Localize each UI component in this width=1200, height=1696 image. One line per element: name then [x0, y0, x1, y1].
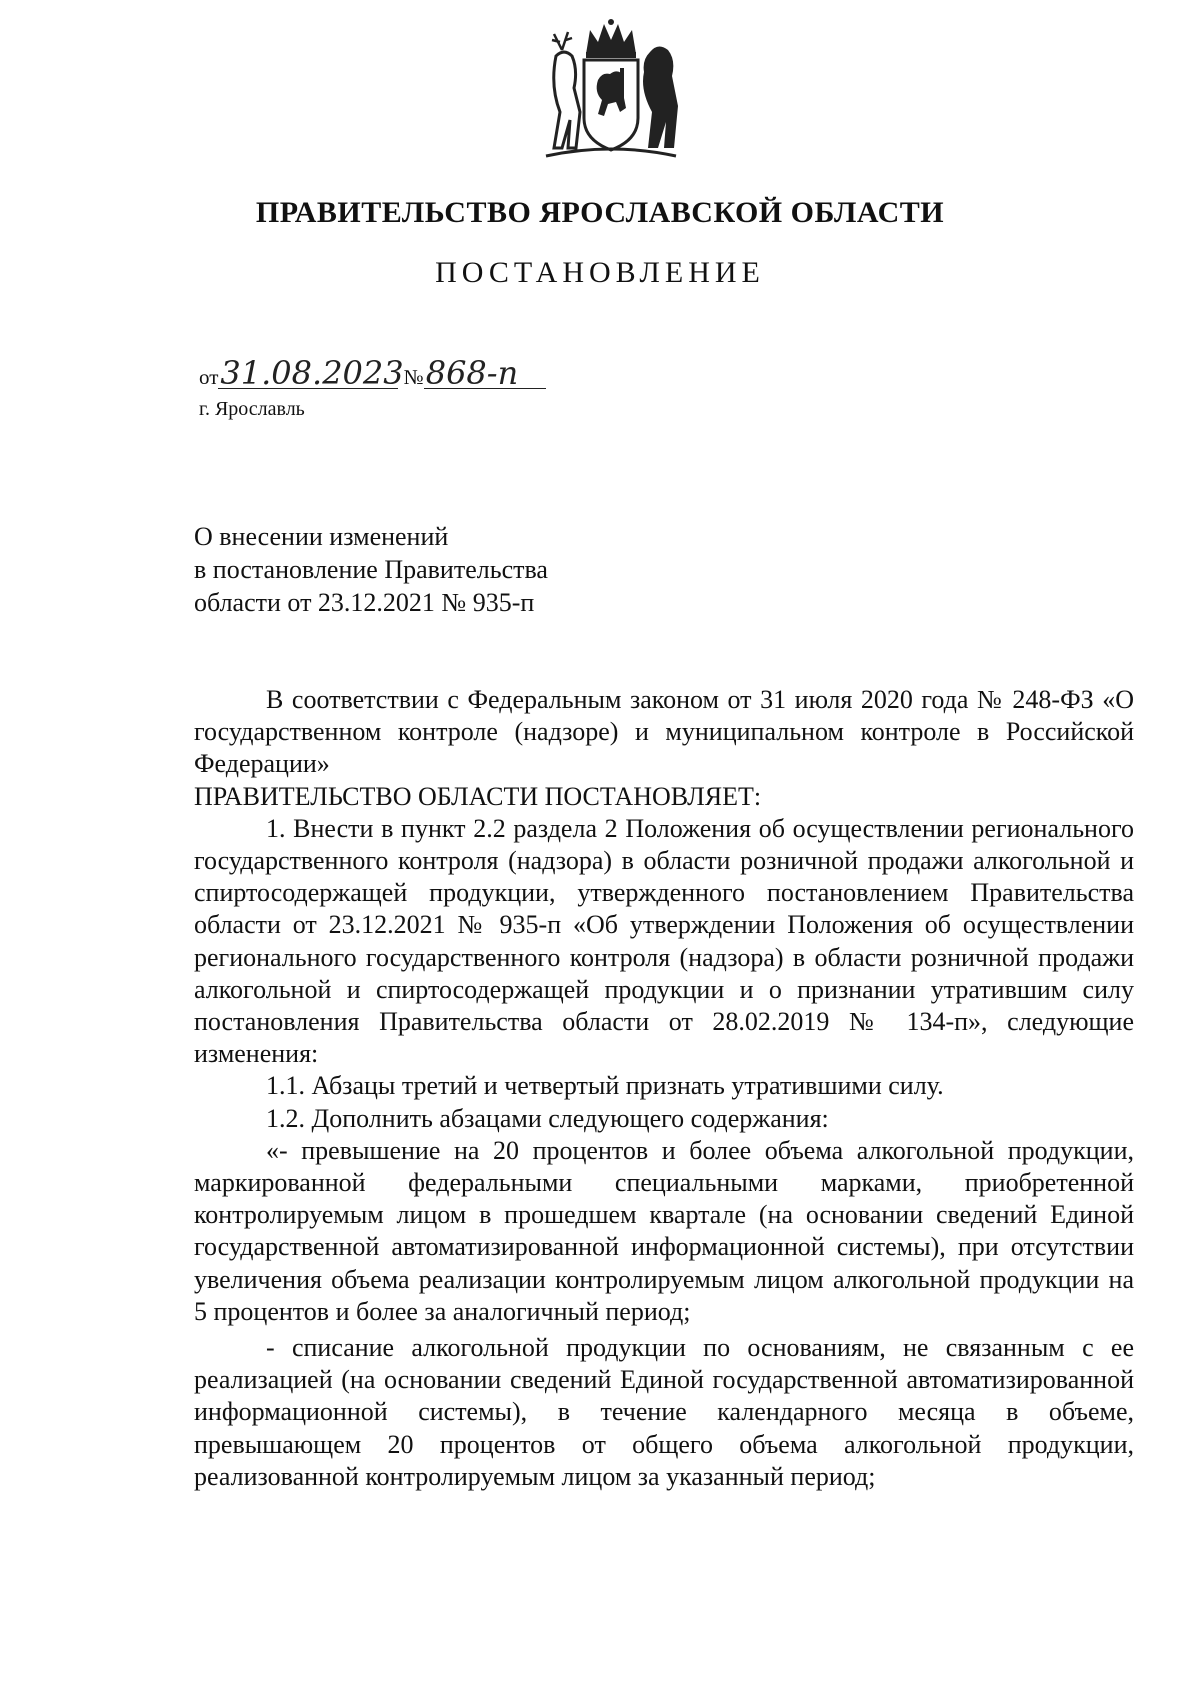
clause-1: 1. Внести в пункт 2.2 раздела 2 Положения об осуществлении регионального государственного контроля (надзора) в области розничной продажи алкогольной и спиртосодержащей продукции, утвержденного постановлением Правительства области от 23.12.2021 № 935-п «Об утверждении Положения об осуществлении регионального государственного контроля (надзора) в области розничной продажи алкогольной и спиртосодержащей продукции и о признании утратившим силу постановления Правительства области от 28.02.2019 № 134-п», следующие изменения: [194, 813, 1134, 1069]
number-prefix: № [403, 365, 424, 389]
resolution-heading: ПРАВИТЕЛЬСТВО ОБЛАСТИ ПОСТАНОВЛЯЕТ: [194, 781, 762, 811]
subject-line: О внесении изменений [194, 522, 449, 551]
coat-of-arms-icon [532, 16, 690, 166]
preamble-paragraph: В соответствии с Федеральным законом от 31 июля 2020 года № 248-ФЗ «О государственном контроле (надзоре) и муниципальном контроле в Российской Федерации» [194, 685, 1134, 779]
clause-1-1: 1.1. Абзацы третий и четвертый признать утратившими силу. [266, 1071, 944, 1101]
handwritten-date: 31.08.2023 [220, 354, 404, 392]
added-paragraph-2: - списание алкогольной продукции по основаниям, не связанным с ее реализацией (на основании сведений Единой государственной автоматизированной информационной системы), в течение календарного месяца в объеме, превышающем 20 процентов от общего объема алкогольной продукции, реализованной контролируемым лицом за указанный период; [194, 1333, 1134, 1491]
document-body [194, 684, 1134, 1493]
document-subject [194, 520, 548, 619]
city: г. Ярославль [199, 398, 305, 420]
document-type: ПОСТАНОВЛЕНИЕ [435, 256, 765, 289]
date-prefix: от [199, 365, 219, 389]
clause-1-2: 1.2. Дополнить абзацами следующего содержания: [266, 1103, 829, 1133]
date-number-line [199, 354, 546, 392]
subject-line: в постановление Правительства [194, 555, 548, 584]
handwritten-number: 868-п [424, 358, 546, 389]
subject-line: области от 23.12.2021 № 935-п [194, 588, 535, 617]
added-paragraph-1: «- превышение на 20 процентов и более объема алкогольной продукции, маркированной федеральными специальными марками, приобретенной контролируемым лицом в прошедшем квартале (на основании сведений Единой государственной автоматизированной информационной системы), при отсутствии увеличения объема реализации контролируемым лицом алкогольной продукции на 5 процентов и более за аналогичный период; [194, 1135, 1134, 1326]
organization-title: ПРАВИТЕЛЬСТВО ЯРОСЛАВСКОЙ ОБЛАСТИ [255, 196, 945, 229]
